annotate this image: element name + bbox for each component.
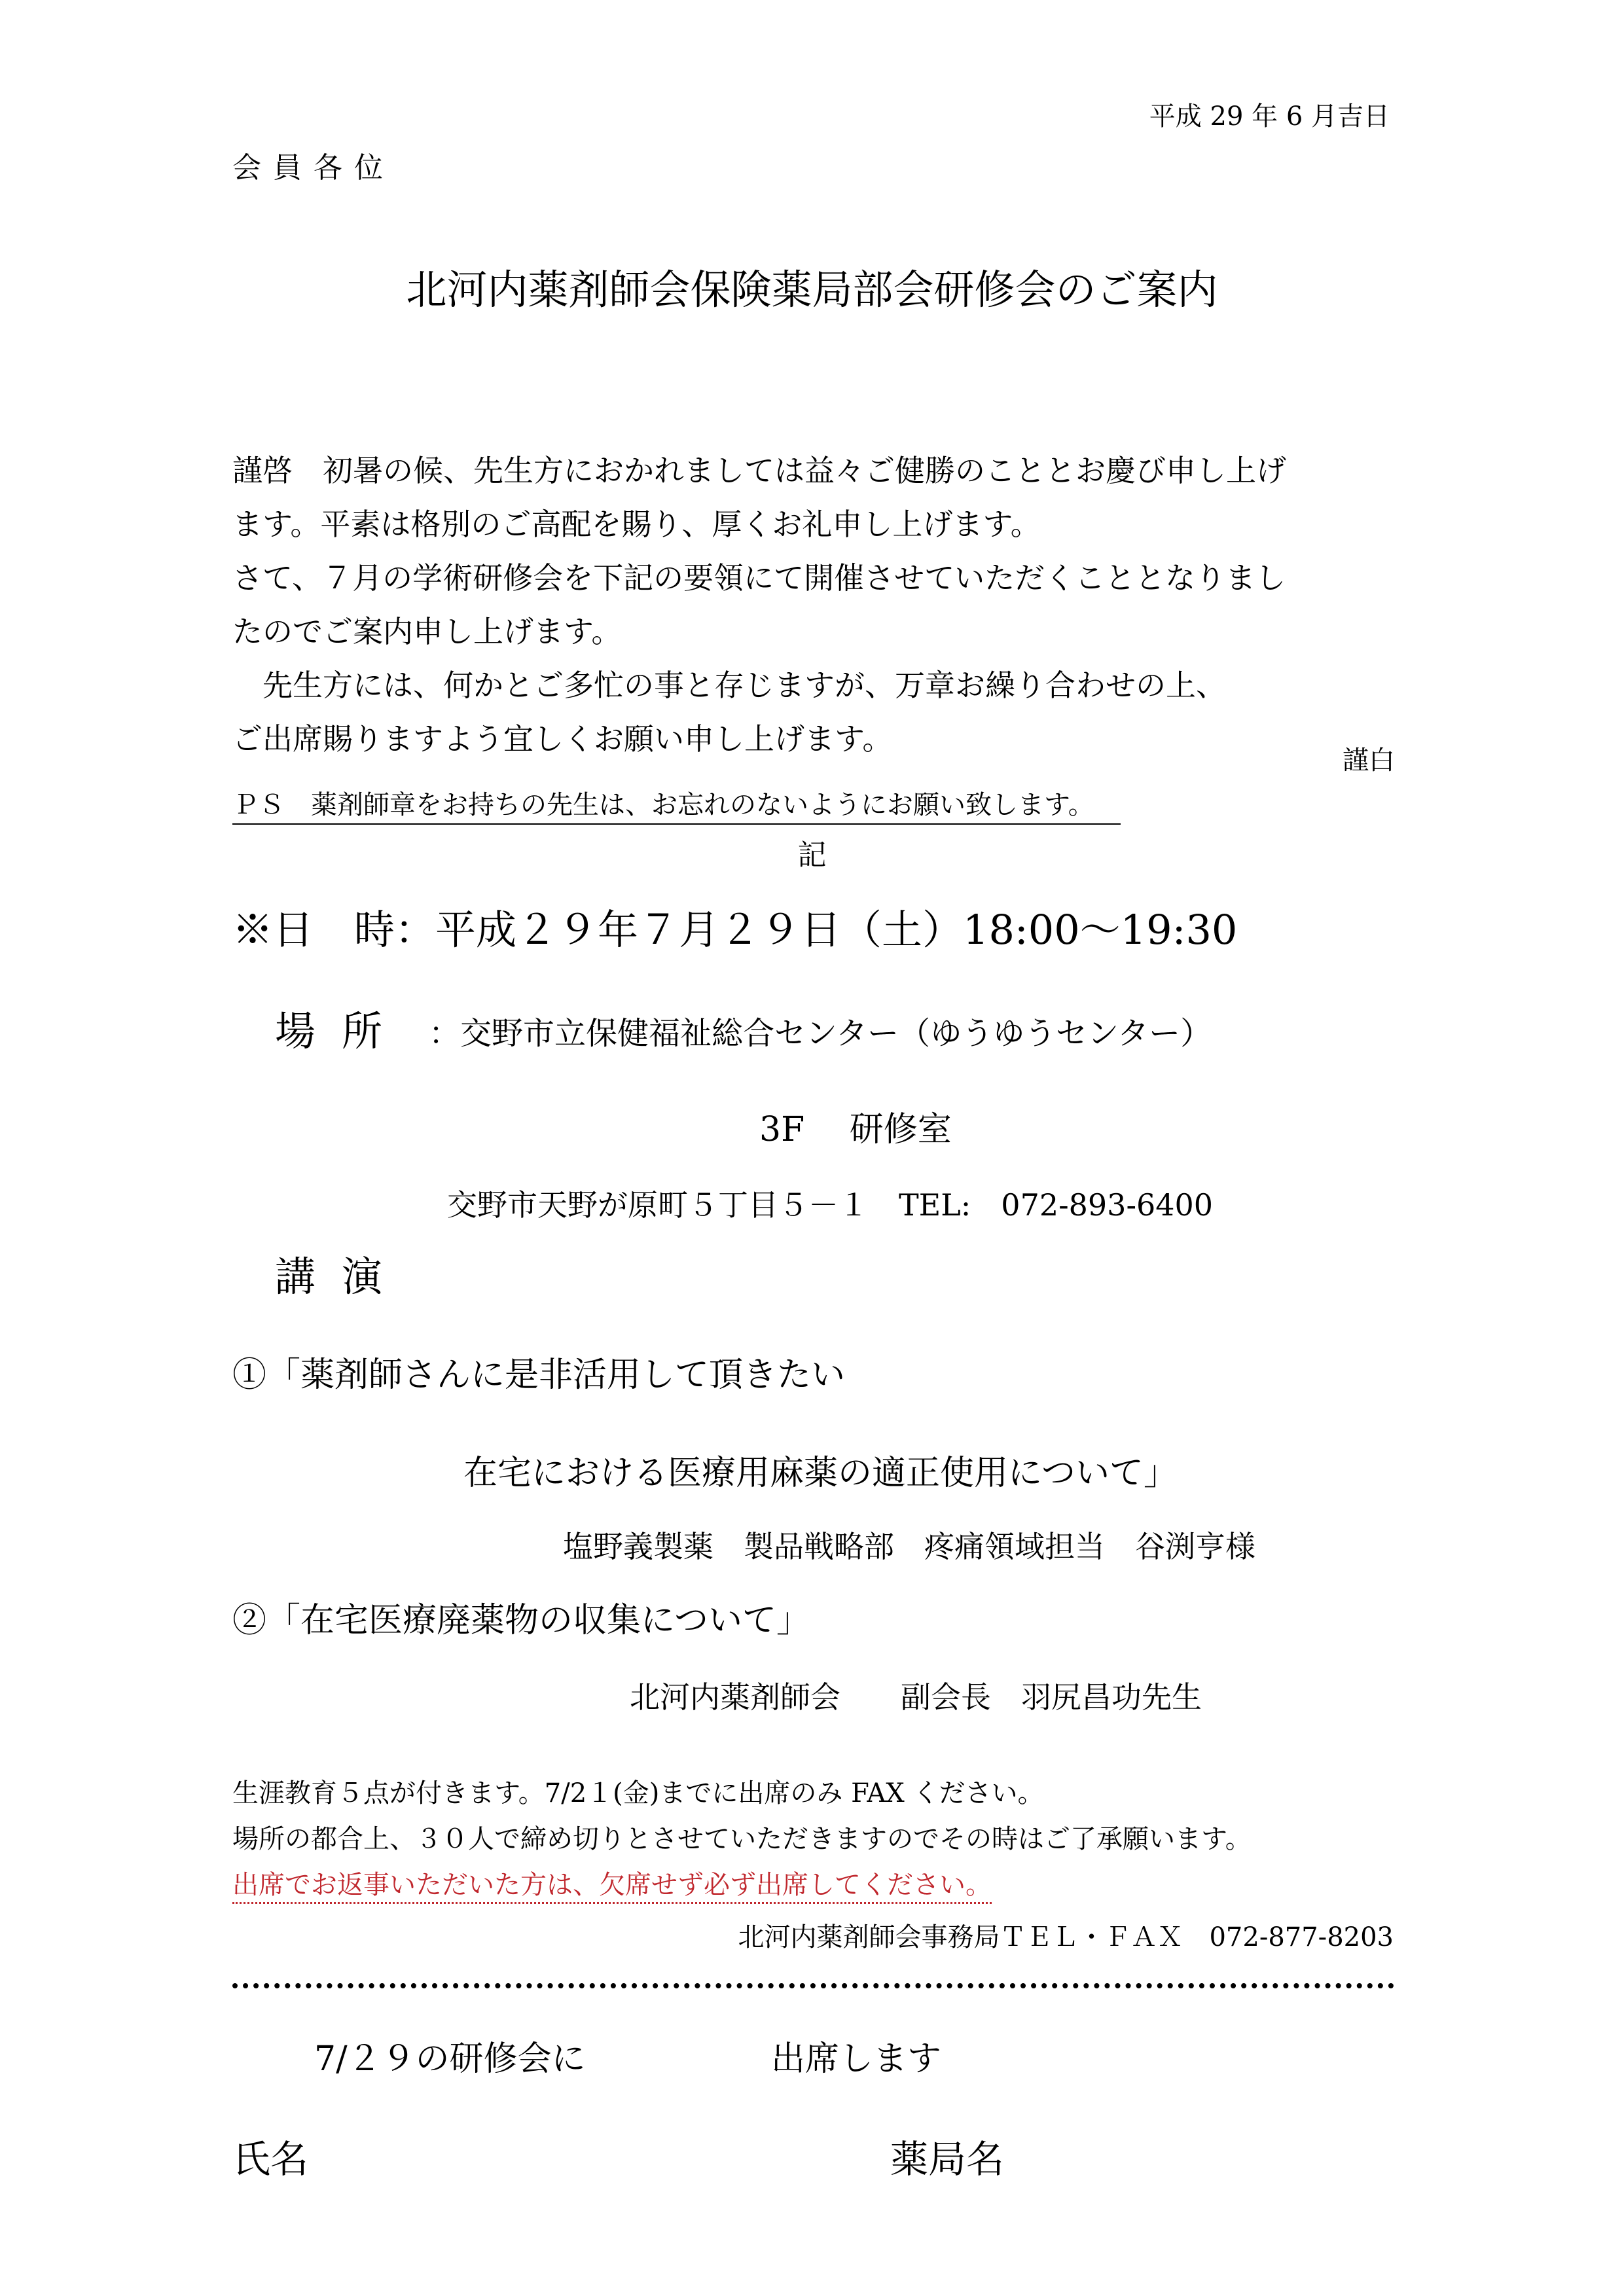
lecture-2-speaker: 北河内薬剤師会 副会長 羽尻昌功先生 xyxy=(630,1679,1202,1715)
reply-attend-text: 出席します xyxy=(771,2039,942,2079)
attendance-warning: 出席でお返事いただいた方は、欠席せず必ず出席してください。 xyxy=(232,1872,992,1904)
page-title: 北河内薬剤師会保険薬局部会研修会のご案内 xyxy=(406,266,1218,314)
reply-event-text: 7/２９の研修会に xyxy=(314,2039,586,2079)
venue-address: 交野市天野が原町５丁目５－１ TEL: 072-893-6400 xyxy=(447,1187,1214,1223)
lecture-1-speaker: 塩野義製薬 製品戦略部 疼痛領域担当 谷渕亨様 xyxy=(563,1529,1255,1564)
body-line: さて、７月の学術研修会を下記の要領にて開催させていただくこととなりまし xyxy=(232,560,1286,596)
venue-room: 3F 研修室 xyxy=(759,1110,952,1149)
body-line: たのでご案内申し上げます。 xyxy=(232,614,622,649)
office-contact: 北河内薬剤師会事務局ＴＥＬ・ＦＡＸ 072-877-8203 xyxy=(738,1922,1394,1952)
body-line: 謹啓 初暑の候、先生方におかれましては益々ご健勝のこととお慶び申し上げ xyxy=(232,453,1286,488)
document-date: 平成 29 年 6 月吉日 xyxy=(1149,101,1390,132)
cut-line xyxy=(232,1983,1394,1988)
pharmacy-field-label: 薬局名 xyxy=(890,2137,1005,2181)
lecture-1-title-line2: 在宅における医療用麻薬の適正使用について」 xyxy=(463,1454,1178,1493)
lecture-1-title-line1: ①「薬剤師さんに是非活用して頂きたい xyxy=(232,1355,846,1395)
ki-heading: 記 xyxy=(797,838,827,872)
capacity-note: 場所の都合上、３０人で締め切りとさせていただきますのでその時はご了承願います。 xyxy=(232,1824,1252,1854)
name-field-label: 氏名 xyxy=(232,2137,309,2181)
closing-word: 謹白 xyxy=(1343,745,1395,776)
venue-name: ：交野市立保健福祉総合センター（ゆうゆうセンター） xyxy=(429,1015,1212,1052)
body-line: ます。平素は格別のご高配を賜り、厚くお礼申し上げます。 xyxy=(232,507,1041,542)
body-line: 先生方には、何かとご多忙の事と存じますが、万章お繰り合わせの上、 xyxy=(232,668,1226,703)
postscript: ＰＳ 薬剤師章をお持ちの先生は、お忘れのないようにお願い致します。 xyxy=(232,792,1121,825)
greeting-body xyxy=(232,444,1286,766)
venue-label: 場所 xyxy=(275,1007,409,1055)
event-datetime: ※日 時：平成２９年７月２９日（土）18:00～19:30 xyxy=(232,906,1238,954)
body-line: ご出席賜りますよう宜しくお願い申し上げます。 xyxy=(232,721,893,757)
recipients: 会員各位 xyxy=(232,151,395,185)
lecture-label: 講演 xyxy=(275,1253,409,1300)
lecture-2-title: ②「在宅医療廃薬物の収集について」 xyxy=(232,1601,810,1640)
credit-note: 生涯教育５点が付きます。7/2１(金)までに出席のみ FAX ください。 xyxy=(232,1778,1044,1808)
